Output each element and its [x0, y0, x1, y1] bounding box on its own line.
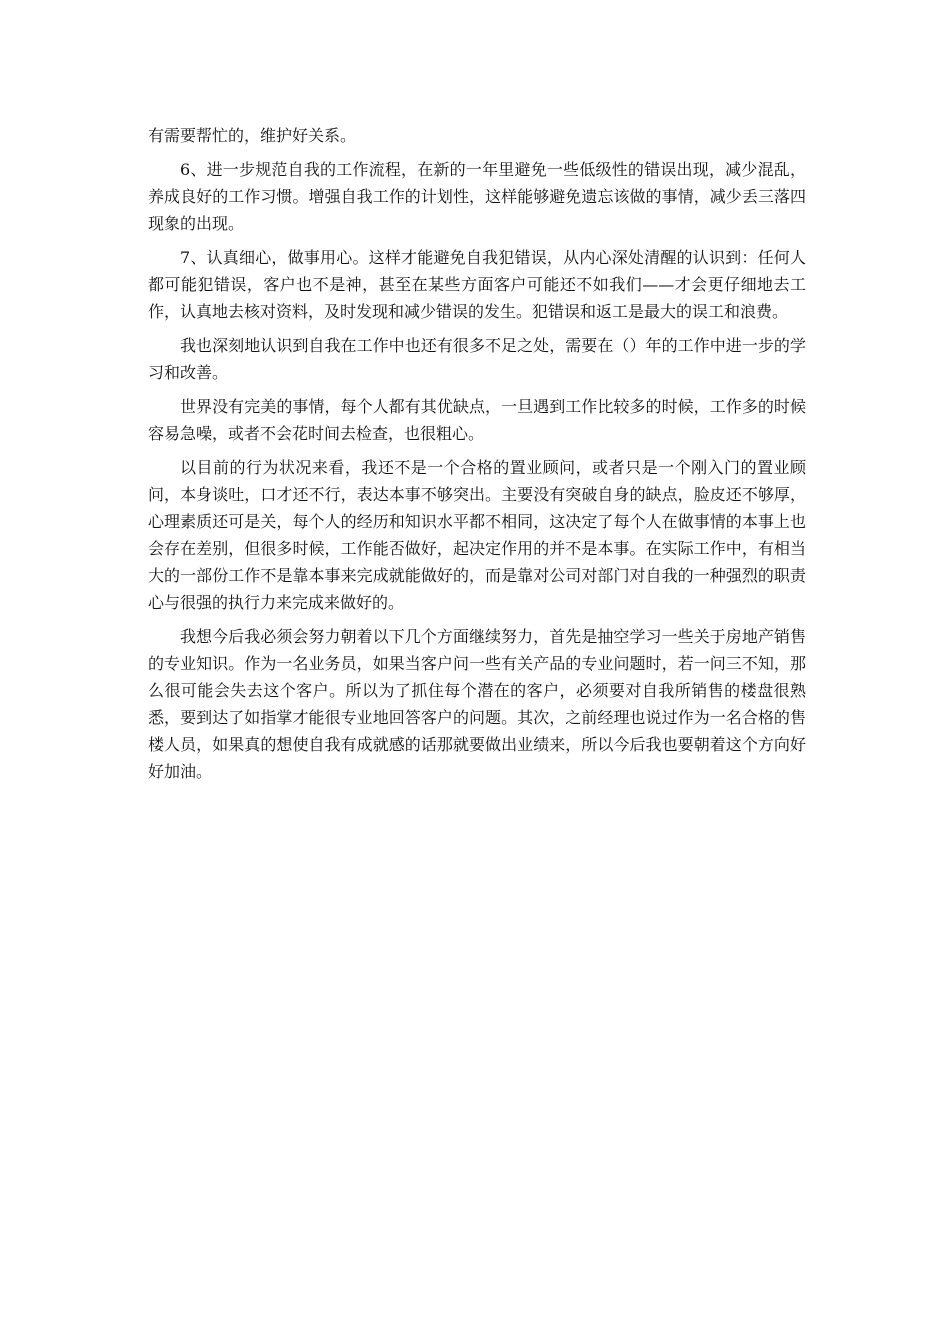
paragraph-item-7: 7、认真细心，做事用心。这样才能避免自我犯错误，从内心深处清醒的认识到：任何人都可能犯错误，客户也不是神，甚至在某些方面客户可能还不如我们——才会更仔细地去工作，认真地去核对资料，及时发现和减少错误的发生。犯错误和返工是最大的误工和浪费。 — [148, 248, 806, 321]
paragraph-shortcomings: 我也深刻地认识到自我在工作中也还有很多不足之处，需要在（）年的工作中进一步的学习和改善。 — [148, 336, 806, 382]
paragraph-current-status: 以目前的行为状况来看，我还不是一个合格的置业顾问，或者只是一个刚入门的置业顾问，本身谈吐，口才还不行，表达本事不够突出。主要没有突破自身的缺点，脸皮还不够厚，心理素质还可是关，每个人的经历和知识水平都不相同，这决定了每个人在做事情的本事上也会存在差别，但很多时候，工作能否做好，起决定作用的并不是本事。在实际工作中，有相当大的一部份工作不是靠本事来完成就能做好的，而是靠对公司对部门对自我的一种强烈的职责心与很强的执行力来完成来做好的。 — [148, 458, 806, 612]
paragraph-item-6: 6、进一步规范自我的工作流程，在新的一年里避免一些低级性的错误出现，减少混乱，养成良好的工作习惯。增强自我工作的计划性，这样能够避免遗忘该做的事情，减少丢三落四现象的出现。 — [148, 160, 806, 233]
paragraph-continuation: 有需要帮忙的，维护好关系。 — [148, 126, 357, 145]
paragraph-future-plans: 我想今后我必须会努力朝着以下几个方面继续努力，首先是抽空学习一些关于房地产销售的专业知识。作为一名业务员，如果当客户问一些有关产品的专业问题时，若一问三不知，那么很可能会失去这个客户。所以为了抓住每个潜在的客户，必须要对自我所销售的楼盘很熟悉，要到达了如指掌才能很专业地回答客户的问题。其次，之前经理也说过作为一名合格的售楼人员，如果真的想使自我有成就感的话那就要做出业绩来，所以今后我也要朝着这个方向好好加油。 — [148, 627, 806, 781]
document-body — [148, 122, 806, 792]
paragraph-imperfection: 世界没有完美的事情，每个人都有其优缺点，一旦遇到工作比较多的时候，工作多的时候容易急噪，或者不会花时间去检查，也很粗心。 — [148, 397, 806, 443]
